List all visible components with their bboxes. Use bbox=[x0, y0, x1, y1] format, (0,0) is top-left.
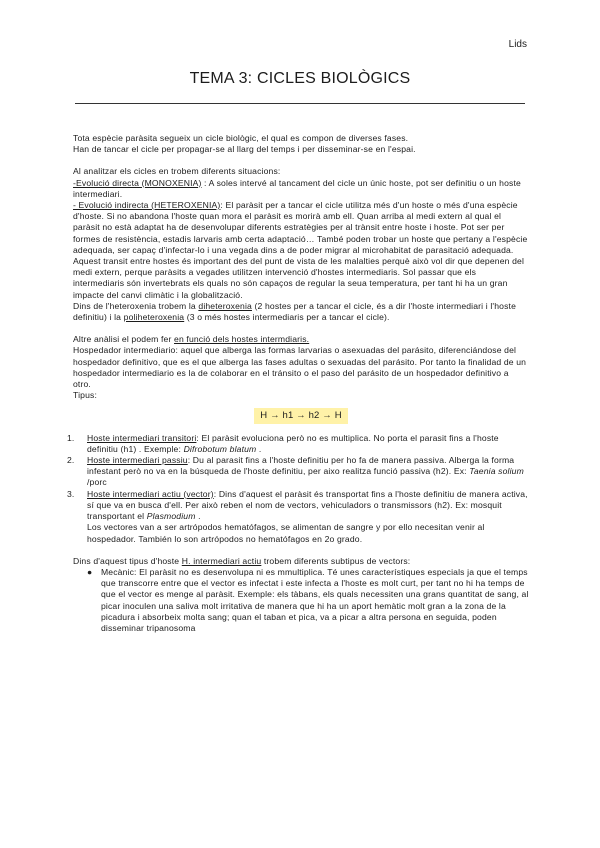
list-number: 2. bbox=[67, 455, 75, 466]
subtypes-lead-text: trobem diferents subtipus de vectors: bbox=[261, 555, 411, 566]
species-name: Taenia solium bbox=[469, 466, 524, 477]
heteroxenia-paragraph bbox=[73, 200, 529, 256]
list-item bbox=[87, 567, 529, 634]
document-body bbox=[67, 133, 529, 634]
vector-subtypes-list bbox=[73, 567, 529, 634]
poliheteroxenia-term: poliheteroxenia bbox=[123, 312, 185, 323]
host-type-term: Hoste intermediari actiu (vector) bbox=[87, 488, 214, 499]
bullet-icon: ● bbox=[87, 566, 93, 577]
list-number: 1. bbox=[67, 432, 75, 443]
host-type-text: : El paràsit evoluciona però no es multiplica. No porta el parasit fins a l'hoste definitiu (h1) . Exemple: bbox=[87, 432, 499, 454]
subtypes-lead-term: H. intermediari actiu bbox=[181, 555, 262, 566]
host-type-text: /porc bbox=[87, 477, 107, 488]
host-flow-highlight: H → h1 → h2 → H bbox=[254, 408, 347, 423]
intro-paragraph-1: Tota espècie paràsita segueix un cicle biològic, el qual es compon de diverses fases. bbox=[73, 133, 409, 143]
heteroxenia-term: - Evolució indirecta (HETEROXENIA) bbox=[73, 200, 221, 211]
monoxenia-text: : A soles intervé al tancament del cicle un únic hoste, pot ser definitiu o un hoste intermediari. bbox=[73, 177, 521, 199]
host-type-text: : Dins d'aquest el paràsit és transportat fins a l'hoste definitiu de manera activa, sí que va en busca d'ell. Per això reben el nom de vectors, vehiculadors o transmissors (h2). Ex: mosquit transportant el bbox=[87, 488, 528, 522]
species-name: Difrobotum blatum bbox=[183, 443, 257, 454]
list-item bbox=[67, 455, 529, 489]
intro-paragraph-2: Han de tancar el cicle per propagar-se al llarg del temps i per disseminar-se en l'espai. bbox=[73, 144, 416, 155]
page-title: TEMA 3: CICLES BIOLÒGICS bbox=[189, 70, 411, 87]
tipus-label: Tipus: bbox=[73, 390, 97, 401]
subtypes-lead-text: Dins d'aquest tipus d'hoste bbox=[73, 555, 182, 566]
analysis-lead bbox=[73, 334, 529, 345]
analysis-lead-term: en funció dels hostes intermdiaris. bbox=[174, 334, 310, 345]
host-flow bbox=[73, 408, 529, 423]
subtypes-lead bbox=[73, 556, 529, 567]
monoxenia-paragraph bbox=[73, 178, 529, 200]
species-name: Plasmodium bbox=[146, 511, 196, 522]
heteroxenia-types-text: Dins de l'heteroxenia trobem la bbox=[73, 300, 199, 311]
host-type-term: Hoste intermediari transitori bbox=[87, 432, 197, 443]
subtype-text: Mecànic: El paràsit no es desenvolupa ni es mmultiplica. Té unes característiques especials ja que el temps que transcorre entre que el vector es infectat i este infecta a l'hoste es molt curt, per tant no hi ha temps de que el vector es menge al paràsit. Exemple: els tàbans, els quals necessiten una grans quantitat de sang, al picar inoculen una saliva molt irritativa de manera que hi ha un aport hemàtic molt gran a la zona de la picadura i absorbeix molta sang; quan el taban et pica, va a picar a altra persona en seguida, poden disseminar tripanosoma bbox=[101, 566, 529, 633]
host-type-text: : Du al parasit fins a l'hoste definitiu per ho fa de manera passiva. Alberga la forma infestant però no va en la búsqueda de l'hoste definitiu, per aixo realitza funció passiva (h2). Ex: bbox=[87, 455, 515, 477]
list-item bbox=[67, 488, 529, 545]
heteroxenia-types-text: (2 hostes per a tancar el cicle, és a dir l'hoste intermediari i l'hoste definitiu) i la bbox=[73, 300, 516, 323]
analysis-lead-text: Altre anàlisi el podem fer bbox=[73, 334, 175, 345]
transit-paragraph: Aquest transit entre hostes és important des del punt de vista de les malalties perquè això vol dir que depenen del medi extern, perque paràsits a vegades utilitzen intervenció d'hostes intermediaris. Sol passar que els intermediaris són invertebrats els quals no són capaços de regular la seua temperatura, per tant hi ha un gran impacte del canvi climàtic i la globalització. bbox=[73, 256, 525, 300]
heteroxenia-types-text: (3 o més hostes intermediaris per a tancar el cicle). bbox=[184, 312, 390, 323]
host-type-text: . bbox=[195, 511, 201, 522]
heteroxenia-types-paragraph bbox=[73, 301, 529, 323]
host-type-text: . bbox=[256, 443, 262, 454]
heteroxenia-text: : El paràsit per a tancar el cicle utilitza més d'un hoste o més d'una espècie d'hoste. Si no abandona l'hoste quan mora el paràsit es morirà amb ell. Quan arriba al medi extern al qual el paràsit no està adaptat ha de desenvolupar diferents estratègies per al trànsit entre hoste i hoste. Pot ser per formes de resistència, estadis larvaris amb certa adaptació… També poden trobar un hoste que pertany a l'espècie adequada, ser capaç d'infectar-lo i una vegada dins a de poder migrar al microhabitat de parasitació adequada. bbox=[73, 200, 528, 255]
author-name: Lids bbox=[508, 39, 527, 50]
host-types-list bbox=[67, 432, 529, 545]
host-type-term: Hoste intermediari passiu bbox=[87, 455, 188, 466]
list-number: 3. bbox=[67, 488, 75, 499]
title-divider bbox=[75, 103, 525, 104]
list-item bbox=[67, 432, 529, 455]
vector-note: Los vectores van a ser artrópodos hematófagos, se alimentan de sangre y por ello necesitan venir al hospedador. También lo son artrópodos no hematófagos en 2o grado. bbox=[87, 522, 485, 544]
situations-lead: Al analitzar els cicles en trobem diferents situacions: bbox=[73, 166, 281, 177]
monoxenia-term: -Evolució directa (MONOXENIA) bbox=[73, 177, 202, 188]
diheteroxenia-term: diheteroxenia bbox=[198, 300, 252, 311]
intermediate-host-definition: Hospedador intermediario: aquel que alberga las formas larvarias o asexuadas del parásito, diferenciándose del hospedador definitivo, que es el que alberga las fases adultas o sexuadas del parásito. Por tanto la finalidad de un hospedador intermediario es la de colaborar en el tránsito o el paso del parásito de un hospedador definitivo a otro. bbox=[73, 345, 527, 390]
